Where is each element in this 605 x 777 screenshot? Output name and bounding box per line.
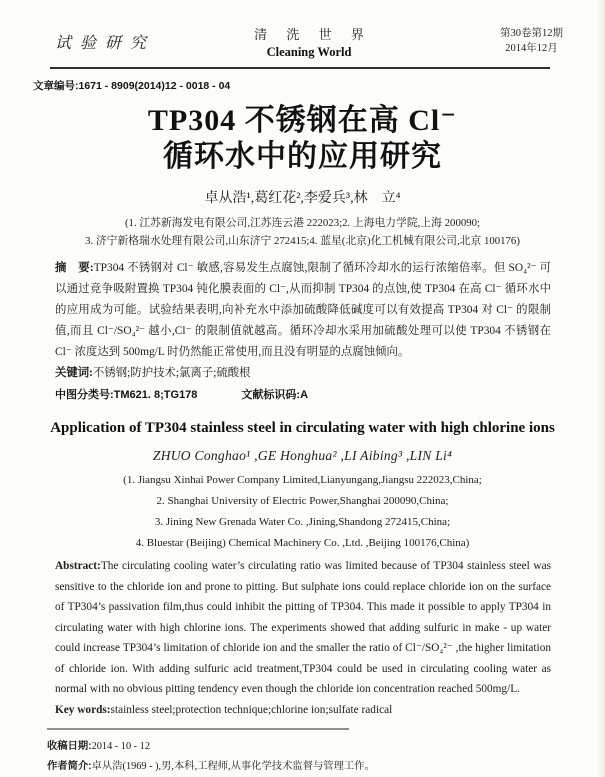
abstract-cn — [55, 258, 551, 363]
footnote-rule — [47, 728, 349, 730]
author-bio-label: 作者简介: — [47, 761, 92, 772]
affiliations-cn — [30, 214, 575, 250]
abstract-cn-text: TP304 不锈钢对 Cl⁻ 敏感,容易发生点腐蚀,限制了循环冷却水的运行浓缩倍率。但 SO₄²⁻ 可以通过竞争吸附置换 TP304 钝化膜表面的 Cl⁻,从而抑制 TP304 的点蚀,使 TP304 在高 Cl⁻ 循环水中的应用成为可能。试验结果表明,向补充水中添加硫酸降低碱度可以有效提高 TP304 对 Cl⁻ 的限制值,而且 Cl⁻/SO₄²⁻ 越小,Cl⁻ 的限制值就越高。循环冷却水采用加硫酸处理可以使 TP304 不锈钢在 Cl⁻ 浓度达到 500mg/L 时仍然能正常使用,而且没有明显的点腐蚀倾向。 — [55, 262, 551, 358]
author-bio-line — [47, 757, 565, 777]
volume-issue: 第30卷第12期 — [500, 28, 564, 39]
paper-title-cn-line2: 循环水中的应用研究 — [163, 140, 442, 173]
received-date-line — [47, 737, 565, 757]
journal-title-cn: 清 洗 世 界 — [254, 27, 372, 42]
abstract-cn-label: 摘 要: — [55, 262, 94, 274]
issue-block — [372, 24, 563, 56]
affiliations-en — [30, 470, 575, 554]
received-date: 2014 - 10 - 12 — [91, 741, 150, 752]
journal-header — [0, 0, 605, 60]
footnote-block — [47, 737, 565, 777]
received-date-label: 收稿日期: — [47, 741, 92, 752]
column-label: 试验研究 — [55, 35, 156, 52]
journal-title-en: Cleaning World — [266, 45, 352, 59]
paper-title-cn — [30, 103, 575, 175]
document-code: 文献标识码:A — [241, 389, 309, 401]
affiliation-en-line3: 3. Jining New Grenada Water Co. ,Jining,Shandong 272415,China; — [154, 516, 451, 528]
affiliation-en-line1: (1. Jiangsu Xinhai Power Company Limited,Lianyungang,Jiangsu 222023,China; — [123, 474, 482, 486]
authors-en: ZHUO Conghao¹ ,GE Honghua² ,LI Aibing³ ,LIN Li⁴ — [152, 448, 453, 463]
affiliation-en-line4: 4. Bluestar (Beijing) Chemical Machinery Co. ,Ltd. ,Beijing 100176,China) — [135, 537, 470, 549]
keywords-cn-label: 关键词: — [55, 367, 93, 379]
paper-title-en: Application of TP304 stainless steel in circulating water with high chlorine ions — [50, 420, 555, 436]
author-bio: 卓从浩(1969 - ),男,本科,工程师,从事化学技术监督与管理工作。 — [91, 761, 375, 772]
affiliation-cn-line1: (1. 江苏新海发电有限公司,江苏连云港 222023;2. 上海电力学院,上海 200090; — [124, 217, 481, 229]
keywords-en-text: stainless steel;protection technique;chlorine ion;sulfate radical — [110, 703, 393, 716]
affiliation-en-line2: 2. Shanghai University of Electric Power,Shanghai 200090,China; — [156, 495, 449, 507]
keywords-en — [55, 700, 551, 721]
keywords-cn-text: 不锈钢;防护技术;氯离子;硫酸根 — [92, 367, 251, 379]
abstract-en — [55, 556, 551, 700]
classification-line — [55, 385, 551, 406]
authors-cn: 卓从浩¹,葛红花²,李爱兵³,林 立⁴ — [204, 191, 401, 206]
issue-date: 2014年12月 — [505, 43, 558, 54]
clc-number: 中图分类号:TM621. 8;TG178 — [55, 389, 198, 401]
abstract-en-label: Abstract: — [55, 560, 101, 572]
journal-title-block — [246, 24, 372, 60]
abstract-en-text: The circulating cooling water’s circulating ratio was limited because of TP304 stainless steel was sensitive to the chloride ion and prone to pitting. But sulphate ions could replace chloride ion on the surface of TP304’s passivation film,thus could inhibit the pitting of TP304. This made it possible to apply TP304 in circulating water with high chlorine ions. The experiments showed that adding sulfuric in make - up water could increase TP304’s limitation of chloride ion and the smaller the ratio of Cl⁻/SO₄²⁻ ,the higher limitation of chloride ion. With adding sulfuric acid treatment,TP304 could be used in circulating cooling water as normal with no obvious pitting tendency even though the chloride ion concentration reached 500mg/L. — [55, 560, 551, 695]
affiliation-cn-line2: 3. 济宁新格瑞水处理有限公司,山东济宁 272415;4. 蓝星(北京)化工机械有限公司,北京 100176) — [85, 235, 520, 247]
keywords-en-label: Key words: — [55, 703, 111, 716]
keywords-cn — [55, 363, 551, 384]
header-rule — [50, 67, 550, 69]
paper-title-cn-line1: TP304 不锈钢在高 Cl⁻ — [147, 104, 458, 137]
article-number: 文章编号:1671 - 8909(2014)12 - 0018 - 04 — [33, 80, 231, 92]
